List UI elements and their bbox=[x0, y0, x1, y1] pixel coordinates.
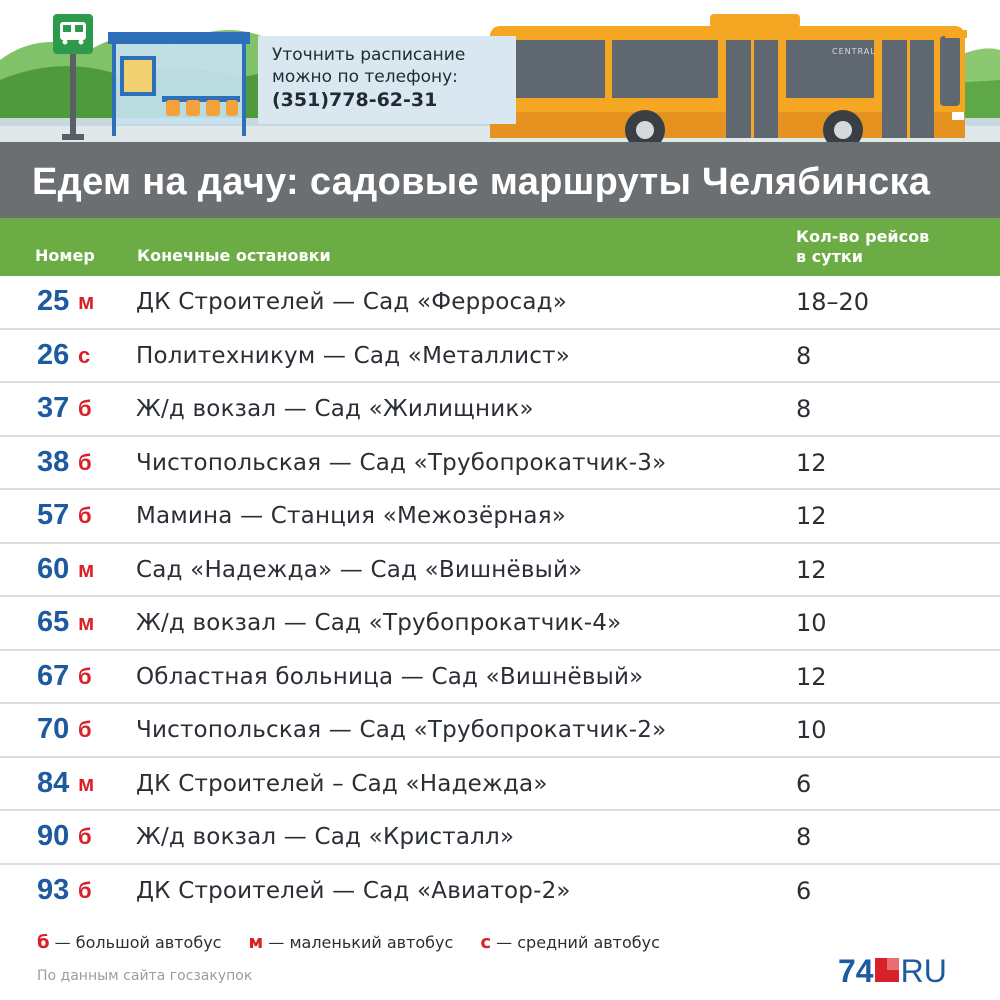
bus-type: б bbox=[78, 396, 92, 421]
trip-count: 8 bbox=[796, 823, 812, 851]
route-number: 93 bbox=[37, 873, 70, 906]
route-number: 37 bbox=[37, 392, 70, 424]
trip-count: 10 bbox=[796, 716, 827, 744]
info-line-1: Уточнить расписание bbox=[272, 45, 466, 65]
route-number: 60 bbox=[37, 552, 70, 585]
route-stops: Ж/д вокзал — Сад «Трубопрокатчик-4» bbox=[136, 610, 622, 636]
legend-text: — маленький автобус bbox=[263, 933, 454, 952]
trip-count: 12 bbox=[796, 555, 827, 584]
header-count-line-1: Кол-во рейсов bbox=[796, 227, 930, 246]
bus-shelter-icon bbox=[108, 32, 250, 136]
logo-square-icon bbox=[875, 958, 899, 982]
site-logo[interactable] bbox=[838, 954, 947, 988]
bus-destination-label: CENTRAL bbox=[832, 47, 876, 56]
table-row bbox=[0, 490, 1000, 544]
table-row bbox=[0, 276, 1000, 330]
header-count-line-2: в сутки bbox=[796, 247, 863, 266]
trip-count: 12 bbox=[796, 662, 827, 691]
header-count bbox=[796, 227, 929, 267]
title-band bbox=[0, 150, 1000, 218]
route-number: 38 bbox=[37, 445, 70, 478]
legend-key: с bbox=[480, 932, 492, 953]
bus-type: б bbox=[78, 717, 92, 742]
table-row bbox=[0, 544, 1000, 598]
bus-type: б bbox=[78, 877, 92, 903]
route-number: 65 bbox=[37, 606, 70, 638]
route-stops: Сад «Надежда» — Сад «Вишнёвый» bbox=[136, 556, 583, 583]
route-stops: Ж/д вокзал — Сад «Кристалл» bbox=[136, 824, 515, 850]
logo-suffix: RU bbox=[900, 953, 947, 989]
trip-count: 8 bbox=[796, 341, 812, 370]
header-stops: Конечные остановки bbox=[137, 246, 331, 265]
route-number: 57 bbox=[37, 499, 70, 531]
info-bubble bbox=[258, 36, 516, 124]
phone-number: (351)778-62-31 bbox=[272, 89, 438, 111]
header-illustration bbox=[0, 0, 1000, 150]
header-number: Номер bbox=[35, 246, 95, 265]
route-stops: Чистопольская — Сад «Трубопрокатчик-3» bbox=[136, 449, 667, 476]
route-stops: ДК Строителей — Сад «Авиатор-2» bbox=[136, 877, 571, 904]
source-note: По данным сайта госзакупок bbox=[37, 968, 253, 984]
trip-count: 6 bbox=[796, 876, 812, 905]
route-number: 67 bbox=[37, 659, 70, 692]
legend-key: б bbox=[37, 932, 50, 953]
legend-item-small bbox=[249, 933, 454, 952]
logo-number: 74 bbox=[838, 953, 874, 989]
routes-table bbox=[0, 276, 1000, 918]
bus-type: м bbox=[78, 610, 95, 635]
trip-count: 8 bbox=[796, 395, 812, 423]
table-row bbox=[0, 704, 1000, 758]
bus-type: м bbox=[78, 556, 95, 582]
bus-type: б bbox=[78, 503, 92, 528]
trip-count: 18–20 bbox=[796, 288, 870, 316]
route-stops: Мамина — Станция «Межозёрная» bbox=[136, 503, 567, 529]
table-row bbox=[0, 330, 1000, 384]
info-line-2: можно по телефону: bbox=[272, 67, 458, 87]
route-stops: Чистопольская — Сад «Трубопрокатчик-2» bbox=[136, 717, 667, 743]
trip-count: 6 bbox=[796, 769, 812, 798]
table-header bbox=[0, 218, 1000, 276]
bus-type-legend bbox=[37, 932, 682, 953]
table-row bbox=[0, 437, 1000, 491]
legend-text: — средний автобус bbox=[491, 933, 660, 952]
bus-type: м bbox=[78, 289, 95, 314]
page-title: Едем на дачу: садовые маршруты Челябинска bbox=[32, 161, 931, 203]
legend-key: м bbox=[248, 932, 264, 953]
table-row bbox=[0, 597, 1000, 651]
trip-count: 10 bbox=[796, 609, 827, 637]
route-number: 90 bbox=[37, 820, 70, 852]
table-row bbox=[0, 811, 1000, 865]
bus-type: с bbox=[78, 342, 91, 368]
route-number: 25 bbox=[37, 285, 70, 317]
route-number: 84 bbox=[37, 766, 70, 799]
table-row bbox=[0, 383, 1000, 437]
bus-type: б bbox=[78, 449, 92, 475]
trip-count: 12 bbox=[796, 502, 827, 530]
table-row bbox=[0, 651, 1000, 705]
route-stops: ДК Строителей – Сад «Надежда» bbox=[136, 770, 548, 797]
route-stops: Ж/д вокзал — Сад «Жилищник» bbox=[136, 396, 534, 422]
table-row bbox=[0, 758, 1000, 812]
legend-item-medium bbox=[480, 933, 660, 952]
trip-count: 12 bbox=[796, 448, 827, 477]
route-number: 70 bbox=[37, 713, 70, 745]
legend-item-large bbox=[37, 933, 221, 952]
route-stops: Политехникум — Сад «Металлист» bbox=[136, 342, 571, 369]
route-stops: ДК Строителей — Сад «Ферросад» bbox=[136, 289, 568, 315]
bus-type: б bbox=[78, 663, 92, 689]
legend-text: — большой автобус bbox=[49, 933, 222, 952]
bus-type: б bbox=[78, 824, 92, 849]
bus-illustration-icon bbox=[490, 14, 967, 150]
bus-type: м bbox=[78, 770, 95, 796]
route-number: 26 bbox=[37, 338, 70, 371]
route-stops: Областная больница — Сад «Вишнёвый» bbox=[136, 663, 644, 690]
table-row bbox=[0, 865, 1000, 919]
